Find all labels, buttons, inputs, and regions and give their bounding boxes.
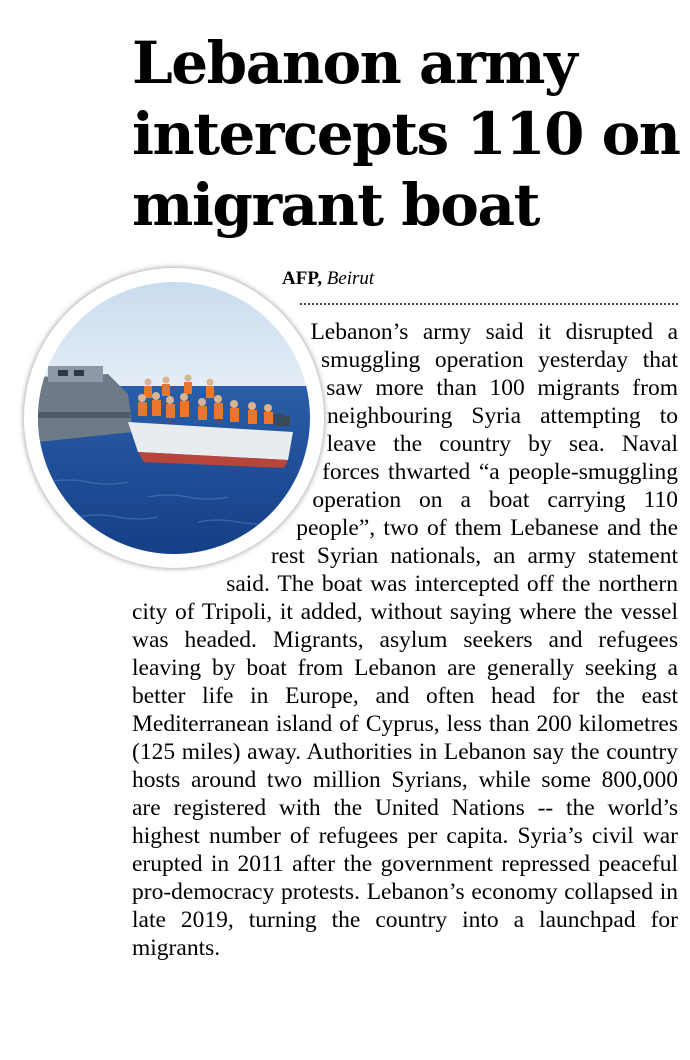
byline-divider — [300, 303, 678, 305]
byline-agency: AFP, — [282, 268, 322, 289]
article-body: Lebanon’s army said it disrupted a smuggling operation yesterday that saw more than 100 migrants from neighbouring Syria attempting to leave the country by sea. Naval forces thwarted “a people-smuggling operation on a boat carrying 110 people”, two of them Lebanese and the rest Syrian nationals, an army statement said. The boat was intercepted off the northern city of Tripoli, it added, without saying where the vessel was headed. Migrants, asylum seekers and refugees leaving by boat from Lebanon are generally seeking a better life in Europe, and often head for the east Mediterranean island of Cyprus, less than 200 kilometres (125 miles) away. Authorities in Lebanon say the country hosts around two million Syrians, while some 800,000 are registered with the United Nations -- the world’s highest number of refugees per capita. Syria’s civil war erupted in 2011 after the government repressed peaceful pro-democracy protests. Lebanon’s economy collapsed in late 2019, turning the country into a launchpad for migrants. — [132, 319, 678, 961]
article-body-container — [132, 318, 678, 962]
byline — [282, 268, 374, 290]
headline: Lebanon army intercepts 110 on migrant boat — [132, 29, 680, 239]
byline-location: Beirut — [326, 268, 375, 289]
